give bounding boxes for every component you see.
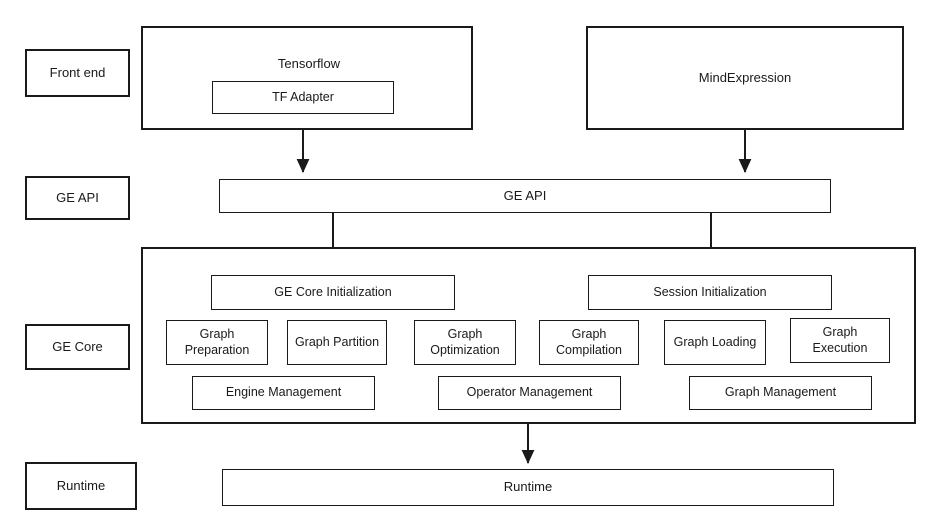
lane-label-ge-core bbox=[25, 324, 130, 370]
operator-management-label: Operator Management bbox=[466, 385, 593, 400]
tf-adapter-label: TF Adapter bbox=[272, 89, 334, 104]
graph-management-label: Graph Management bbox=[724, 385, 837, 400]
mindexpression-box bbox=[586, 26, 904, 130]
session-initialization-box bbox=[588, 275, 832, 310]
graph-partition-label: Graph Partition bbox=[294, 334, 380, 349]
tf-adapter-box bbox=[212, 81, 394, 114]
tensorflow-frame bbox=[141, 26, 473, 130]
runtime-bar bbox=[222, 469, 834, 506]
operator-management-box bbox=[438, 376, 621, 410]
lane-label-text: GE API bbox=[56, 189, 99, 205]
ge-core-initialization-label: GE Core Initialization bbox=[274, 284, 392, 299]
lane-label-text: Runtime bbox=[56, 477, 106, 493]
graph-compilation-label: Graph Compilation bbox=[555, 326, 622, 357]
ge-api-label: GE API bbox=[503, 187, 547, 203]
tensorflow-title: Tensorflow bbox=[277, 56, 341, 71]
lane-label-text: Front end bbox=[49, 64, 106, 80]
graph-management-box bbox=[689, 376, 872, 410]
graph-partition-box bbox=[287, 320, 387, 365]
lane-label-runtime bbox=[25, 462, 137, 510]
graph-execution-label: Graph Execution bbox=[812, 324, 868, 355]
session-initialization-label: Session Initialization bbox=[653, 284, 767, 299]
graph-optimization-box bbox=[414, 320, 516, 365]
lane-label-ge-api bbox=[25, 176, 130, 220]
ge-api-bar bbox=[219, 179, 831, 213]
graph-loading-label: Graph Loading bbox=[673, 334, 757, 349]
engine-management-box bbox=[192, 376, 375, 410]
lane-label-text: GE Core bbox=[52, 338, 103, 354]
graph-loading-box bbox=[664, 320, 766, 365]
graph-preparation-label: Graph Preparation bbox=[184, 326, 250, 357]
ge-core-initialization-box bbox=[211, 275, 455, 310]
graph-preparation-box bbox=[166, 320, 268, 365]
graph-compilation-box bbox=[539, 320, 639, 365]
mindexpression-label: MindExpression bbox=[698, 69, 792, 85]
lane-label-front-end bbox=[25, 49, 130, 97]
graph-execution-box bbox=[790, 318, 890, 363]
runtime-label: Runtime bbox=[503, 479, 553, 495]
engine-management-label: Engine Management bbox=[225, 385, 342, 400]
graph-optimization-label: Graph Optimization bbox=[430, 326, 500, 357]
